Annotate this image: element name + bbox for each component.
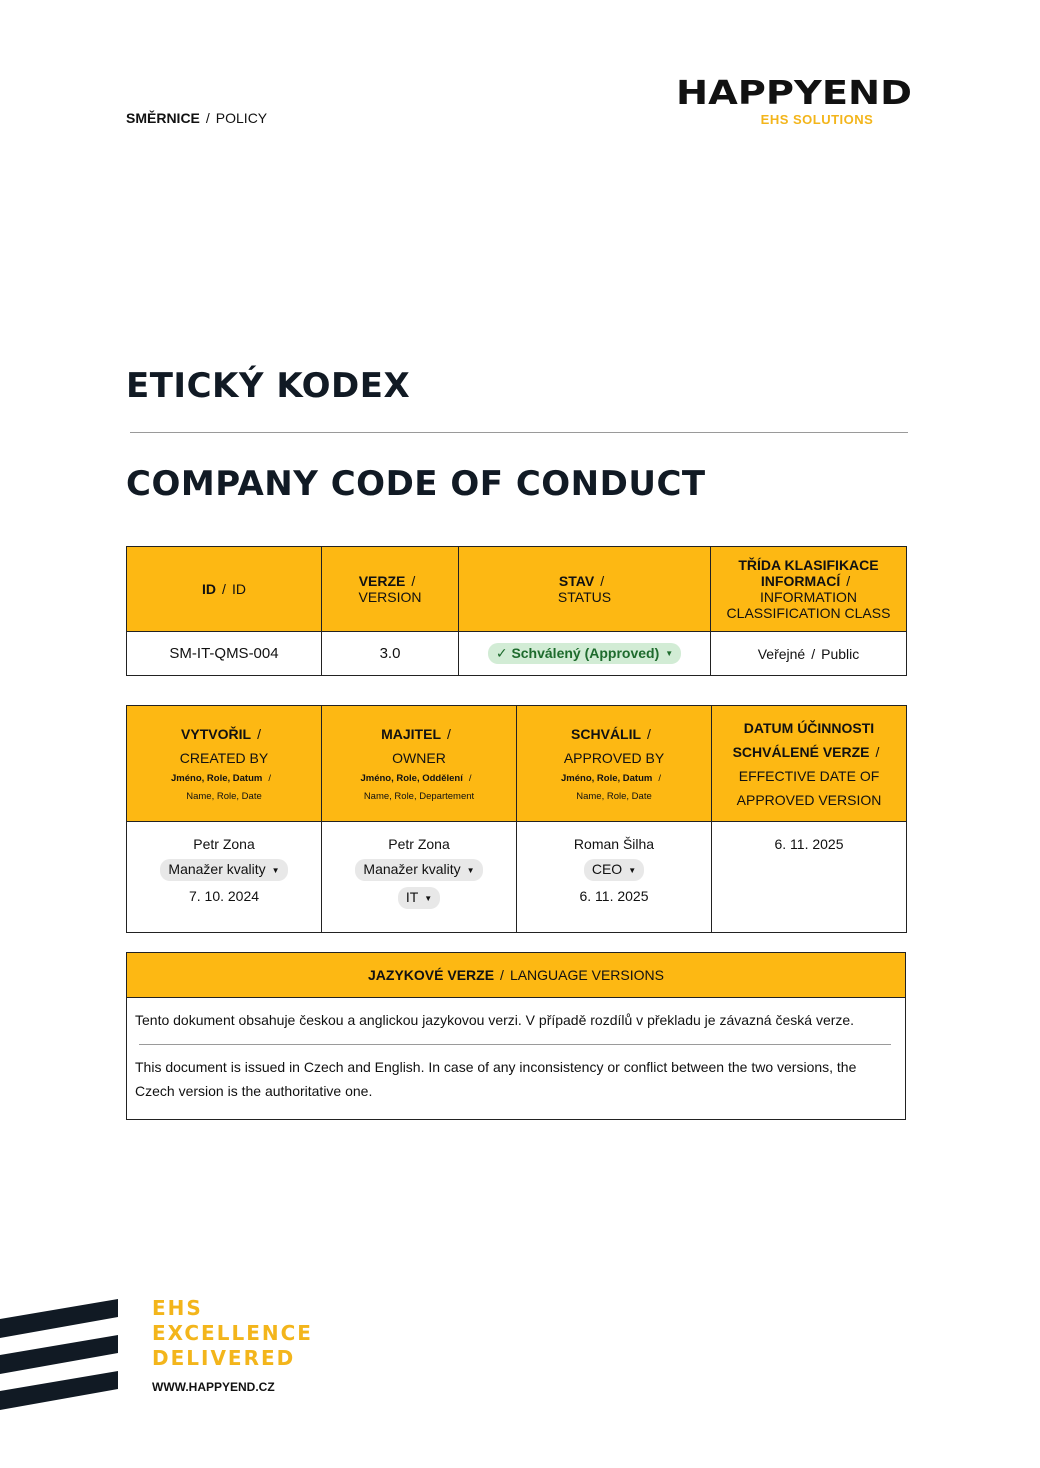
header-status: STAV / STATUS (459, 547, 711, 632)
effective-date: 6. 11. 2025 (774, 836, 844, 852)
chevron-down-icon: ▼ (424, 893, 433, 903)
header-id: ID / ID (127, 547, 322, 632)
stripes-graphic (0, 1296, 120, 1418)
header-version: VERZE / VERSION (322, 547, 459, 632)
created-by-date: 7. 10. 2024 (188, 887, 260, 904)
title-cz: ETICKÝ KODEX (126, 366, 411, 406)
website-link[interactable]: WWW.HAPPYEND.CZ (152, 1380, 275, 1394)
chevron-down-icon: ▼ (466, 865, 475, 875)
happyend-logo-wordmark (676, 72, 914, 108)
chevron-down-icon: ▼ (271, 865, 280, 875)
effective-date-cell (712, 822, 907, 933)
title-divider (130, 432, 908, 433)
chevron-down-icon: ▼ (628, 865, 637, 875)
slogan-line: EHS (152, 1296, 203, 1320)
language-row (127, 998, 906, 1120)
header-owner: MAJITEL / OWNER Jméno, Role, Oddělení / Name, Role, Departement (322, 706, 517, 822)
doc-type-cz: SMĚRNICE (126, 110, 200, 126)
document-version: 3.0 (322, 632, 459, 676)
language-versions-table (126, 952, 906, 1120)
check-icon: ✓ (495, 644, 508, 661)
company-logo (676, 72, 914, 127)
header-classification: TŘÍDA KLASIFIKACE INFORMACÍ / INFORMATION CLASSIFICATION CLASS (711, 547, 907, 632)
logo-text: HAPPYEND (676, 73, 912, 108)
language-header-row (127, 953, 906, 998)
language-text-en: This document is issued in Czech and English. In case of any inconsistency or conflict between the two versions, the Czech version is the authoritative one. (135, 1059, 857, 1099)
created-by-name: Petr Zona (193, 836, 255, 852)
approval-row (127, 822, 907, 933)
created-by-role-dropdown[interactable]: Manažer kvality ▼ (160, 859, 287, 881)
document-info-table (126, 546, 907, 676)
classification-en: Public (821, 645, 860, 662)
classification-cell: Veřejné / Public (711, 632, 907, 676)
approved-by-role-dropdown[interactable]: CEO ▼ (584, 859, 644, 881)
footer-slogan (152, 1296, 313, 1371)
owner-role-dropdown[interactable]: Manažer kvality ▼ (355, 859, 482, 881)
header-created-by: VYTVOŘIL / CREATED BY Jméno, Role, Datum / Name, Role, Date (127, 706, 322, 822)
approved-by-name: Roman Šilha (573, 836, 655, 852)
classification-cz: Veřejné (757, 645, 806, 662)
language-text-cell (127, 998, 906, 1120)
status-dropdown[interactable] (488, 643, 681, 665)
document-id: SM-IT-QMS-004 (127, 632, 322, 676)
language-text-cz: Tento dokument obsahuje českou a anglickou jazykovou verzi. V případě rozdílů v překladu je závazná česká verze. (135, 1012, 855, 1028)
chevron-down-icon: ▼ (665, 649, 674, 659)
document-info-header-row (127, 547, 907, 632)
owner-name: Petr Zona (388, 836, 450, 852)
created-by-cell (127, 822, 322, 933)
approval-header-row (127, 706, 907, 822)
logo-subtitle: EHS SOLUTIONS (760, 112, 874, 127)
header-approved-by: SCHVÁLIL / APPROVED BY Jméno, Role, Datum / Name, Role, Date (517, 706, 712, 822)
approved-by-cell (517, 822, 712, 933)
doc-type-en: POLICY (215, 110, 268, 126)
status-cell (459, 632, 711, 676)
document-type: SMĚRNICE / POLICY (126, 110, 268, 126)
owner-department-dropdown[interactable]: IT ▼ (398, 887, 440, 909)
header-effective-date: DATUM ÚČINNOSTI SCHVÁLENÉ VERZE / EFFECTIVE DATE OF APPROVED VERSION (712, 706, 907, 822)
document-info-row (127, 632, 907, 676)
approval-table (126, 705, 907, 933)
header-language-versions: JAZYKOVÉ VERZE / LANGUAGE VERSIONS (127, 953, 906, 998)
language-divider (139, 1044, 891, 1045)
title-en: COMPANY CODE OF CONDUCT (126, 464, 706, 504)
approved-by-date: 6. 11. 2025 (579, 887, 649, 904)
slogan-line: DELIVERED (152, 1346, 296, 1370)
owner-cell (322, 822, 517, 933)
slogan-line: EXCELLENCE (152, 1321, 313, 1345)
status-value: Schválený (Approved) (511, 644, 660, 661)
